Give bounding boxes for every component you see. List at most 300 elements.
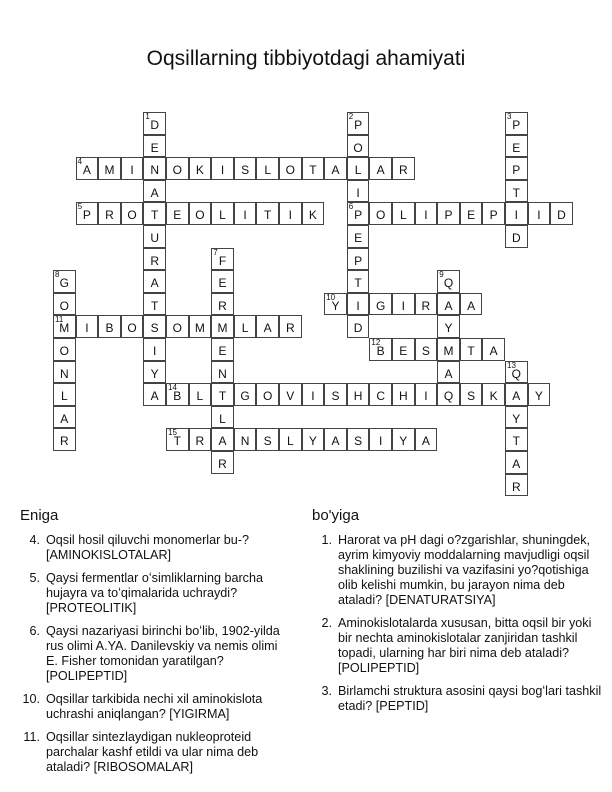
grid-cell[interactable] (143, 361, 166, 384)
cell-letter: O (172, 321, 182, 336)
cell-letter: O (353, 140, 363, 155)
cell-letter: A (512, 389, 521, 404)
grid-cell[interactable] (98, 315, 121, 338)
grid-cell[interactable] (189, 202, 212, 225)
cell-letter: O (127, 208, 137, 223)
cell-letter: I (537, 208, 541, 223)
grid-cell[interactable] (279, 157, 302, 180)
grid-cell[interactable] (98, 202, 121, 225)
clue-item (312, 533, 602, 608)
grid-cell[interactable] (256, 315, 279, 338)
cell-letter: O (285, 163, 295, 178)
grid-cell[interactable] (505, 474, 528, 497)
cell-letter: L (286, 434, 294, 449)
grid-cell[interactable] (392, 383, 415, 406)
grid-cell[interactable] (347, 157, 370, 180)
grid-cell[interactable] (53, 383, 76, 406)
cell-number: 1 (145, 112, 150, 121)
cell-letter: R (421, 298, 431, 313)
grid-cell[interactable] (143, 383, 166, 406)
grid-cell[interactable] (143, 135, 166, 158)
cell-letter: T (264, 208, 272, 223)
cell-letter: O (172, 163, 182, 178)
cell-letter: I (243, 208, 247, 223)
clue-text: Qaysi fermentlar oʻsimliklarning barcha hujayra va toʻqimalarida uchraydi? [PROTEOLITIK] (46, 571, 263, 615)
grid-cell[interactable] (279, 428, 302, 451)
grid-cell[interactable] (234, 157, 257, 180)
clue-item (20, 533, 290, 563)
grid-cell[interactable] (143, 315, 166, 338)
grid-cell[interactable] (369, 338, 392, 361)
grid-cell[interactable] (369, 202, 392, 225)
grid-cell[interactable] (482, 338, 505, 361)
cell-letter: L (219, 411, 226, 426)
cell-letter: Q (443, 276, 454, 291)
cell-letter: A (421, 434, 430, 449)
grid-cell[interactable] (53, 406, 76, 429)
cell-letter: E (218, 276, 227, 291)
grid-cell[interactable] (505, 157, 528, 180)
grid-cell[interactable] (392, 428, 415, 451)
grid-cell[interactable] (166, 383, 189, 406)
cell-letter: Y (331, 298, 340, 313)
cell-letter: O (59, 298, 69, 313)
grid-cell[interactable] (211, 451, 234, 474)
cell-letter: I (311, 389, 315, 404)
cell-letter: C (376, 389, 386, 404)
grid-cell[interactable] (505, 112, 528, 135)
grid-cell[interactable] (76, 157, 99, 180)
grid-cell[interactable] (528, 383, 551, 406)
grid-cell[interactable] (121, 315, 144, 338)
grid-cell[interactable] (211, 157, 234, 180)
cell-letter: P (512, 118, 521, 132)
grid-cell[interactable] (505, 202, 528, 225)
cell-letter: L (196, 389, 204, 404)
grid-cell[interactable] (211, 361, 234, 384)
cell-letter: A (444, 366, 453, 381)
cell-letter: P (512, 163, 521, 178)
grid-cell[interactable] (166, 315, 189, 338)
cell-letter: B (376, 344, 385, 358)
clue-item (20, 624, 290, 684)
cell-number: 10 (326, 292, 336, 302)
cell-letter: N (218, 366, 227, 381)
grid-cell[interactable] (392, 157, 415, 180)
down-clue-list (312, 533, 602, 714)
grid-cell[interactable] (505, 225, 528, 248)
grid-cell[interactable] (347, 248, 370, 271)
grid-cell[interactable] (76, 315, 99, 338)
grid-cell[interactable] (505, 428, 528, 451)
grid-cell[interactable] (211, 383, 234, 406)
cell-letter: E (399, 344, 408, 358)
grid-cell[interactable] (369, 157, 392, 180)
cell-number: 4 (77, 157, 83, 167)
cell-number: 13 (507, 360, 516, 370)
grid-cell[interactable] (211, 270, 234, 293)
grid-cell[interactable] (528, 202, 551, 225)
grid-cell[interactable] (143, 180, 166, 203)
grid-cell[interactable] (143, 157, 166, 180)
grid-cell[interactable] (369, 293, 392, 316)
grid-cell[interactable] (437, 202, 460, 225)
cell-letter: S (421, 344, 430, 358)
cell-letter: M (59, 321, 70, 336)
cell-letter: A (82, 163, 91, 178)
grid-cell[interactable] (324, 293, 347, 316)
cell-letter: S (331, 389, 340, 404)
cell-letter: M (443, 344, 454, 358)
grid-cell[interactable] (437, 315, 460, 338)
cell-letter: L (399, 208, 407, 223)
cell-letter: O (127, 321, 137, 336)
grid-cell[interactable] (437, 270, 460, 293)
grid-cell[interactable] (415, 293, 438, 316)
grid-cell[interactable] (437, 383, 460, 406)
grid-cell[interactable] (53, 428, 76, 451)
grid-cell[interactable] (369, 428, 392, 451)
grid-cell[interactable] (53, 338, 76, 361)
cell-letter: T (467, 344, 475, 358)
cell-letter: B (173, 389, 182, 404)
cell-letter: V (286, 389, 295, 404)
cell-letter: G (59, 276, 69, 291)
grid-cell[interactable] (505, 361, 528, 384)
clue-text: Harorat va pH dagi o?zgarishlar, shuningdek, ayrim kimyoviy moddalarning mavjudligi oqsil shaklining buzilishi va vazifasini yo?qotishiga olib kelishi mumkin, bu jarayon nima deb ataladi? [DENATURATSIYA] (338, 533, 591, 607)
grid-cell[interactable] (234, 202, 257, 225)
cell-letter: M (104, 163, 115, 178)
grid-cell[interactable] (482, 202, 505, 225)
grid-cell[interactable] (505, 406, 528, 429)
cell-letter: Y (534, 389, 543, 404)
clue-number: 11. (23, 730, 40, 744)
cell-letter: S (150, 321, 159, 336)
cell-letter: O (59, 344, 69, 358)
cell-letter: D (557, 208, 566, 223)
cell-letter: E (512, 140, 521, 155)
clue-item (312, 616, 602, 676)
across-clues (20, 508, 290, 783)
grid-cell[interactable] (347, 315, 370, 338)
cell-letter: P (354, 208, 363, 223)
grid-cell[interactable] (166, 202, 189, 225)
grid-cell[interactable] (211, 248, 234, 271)
cell-letter: P (489, 208, 498, 223)
grid-cell[interactable] (505, 383, 528, 406)
across-clue-list (20, 533, 290, 775)
page-title: Oqsillarning tibbiyotdagi ahamiyati (146, 47, 466, 70)
grid-cell[interactable] (143, 248, 166, 271)
down-heading: bo'yiga (312, 507, 360, 524)
grid-cell[interactable] (437, 338, 460, 361)
cell-letter: I (356, 298, 360, 313)
cell-letter: L (219, 208, 226, 223)
cell-letter: A (150, 185, 159, 200)
grid-cell[interactable] (256, 428, 279, 451)
cell-number: 6 (348, 202, 354, 212)
grid-cell[interactable] (143, 270, 166, 293)
cell-letter: E (173, 208, 182, 223)
cell-letter: T (151, 208, 159, 223)
grid-cell[interactable] (437, 361, 460, 384)
clue-number: 2. (321, 616, 332, 630)
clue-text: Oqsillar sintezlaydigan nukleoproteid parchalar kashf etildi va ular nima deb ataladi? [RIBOSOMALAR] (46, 730, 259, 774)
cell-letter: S (241, 163, 250, 178)
cell-letter: Q (443, 389, 454, 404)
cell-letter: P (354, 118, 363, 132)
clue-text: Qaysi nazariyasi birinchi boʻlib, 1902-yilda rus olimi A.YA. Danilevskiy va nemis olimi E. Fisher tomonidan yaratilgan? [POLIPEPTID] (46, 624, 280, 683)
across-heading: Eniga (20, 507, 59, 524)
cell-number: 15 (168, 428, 177, 438)
clue-item (20, 730, 290, 775)
grid-cell[interactable] (211, 406, 234, 429)
cell-number: 7 (213, 247, 218, 257)
cell-letter: D (150, 118, 160, 132)
cell-number: 11 (55, 315, 64, 325)
grid-cell[interactable] (347, 270, 370, 293)
grid-cell[interactable] (211, 428, 234, 451)
cell-letter: M (217, 321, 228, 336)
grid-cell[interactable] (392, 202, 415, 225)
grid-cell[interactable] (189, 428, 212, 451)
cell-letter: O (263, 389, 273, 404)
grid-cell[interactable] (211, 338, 234, 361)
grid-cell[interactable] (302, 157, 325, 180)
cell-number: 9 (439, 270, 444, 280)
cell-letter: R (195, 434, 205, 449)
clue-item (20, 571, 290, 616)
grid-cell[interactable] (279, 315, 302, 338)
grid-cell[interactable] (347, 180, 370, 203)
cell-number: 14 (168, 383, 177, 393)
grid-cell[interactable] (189, 157, 212, 180)
cell-letter: A (444, 298, 453, 313)
grid-cell[interactable] (324, 428, 347, 451)
grid-cell[interactable] (347, 293, 370, 316)
cell-letter: T (512, 434, 520, 449)
cell-letter: D (511, 231, 521, 245)
cell-letter: E (467, 208, 476, 223)
cell-letter: R (285, 321, 295, 336)
grid-cell[interactable] (256, 157, 279, 180)
grid-cell[interactable] (482, 383, 505, 406)
clue-item (20, 692, 290, 722)
cell-letter: P (444, 208, 453, 223)
grid-cell[interactable] (53, 293, 76, 316)
grid-cell[interactable] (550, 202, 573, 225)
clue-text: Birlamchi struktura asosini qaysi bogʻlari tashkil etadi? [PEPTID] (338, 684, 602, 713)
grid-cell[interactable] (143, 202, 166, 225)
grid-cell[interactable] (460, 293, 483, 316)
cell-letter: H (353, 389, 363, 404)
grid-cell[interactable] (211, 315, 234, 338)
clue-number: 1. (321, 533, 332, 547)
cell-letter: T (151, 298, 159, 313)
grid-cell[interactable] (347, 225, 370, 248)
grid-cell[interactable] (415, 428, 438, 451)
clue-number: 5. (29, 571, 40, 585)
cell-letter: P (82, 208, 91, 223)
cell-letter: K (308, 208, 317, 223)
grid-cell[interactable] (347, 202, 370, 225)
cell-number: 5 (77, 202, 83, 212)
cell-letter: T (512, 185, 520, 200)
grid-cell[interactable] (189, 315, 212, 338)
cell-letter: I (401, 298, 405, 313)
grid-cell[interactable] (234, 315, 257, 338)
cell-letter: I (220, 163, 225, 178)
clue-text: Aminokislotalarda xususan, bitta oqsil bir yoki bir nechta aminokislotalar zanjiridan tashkil topadi, ularning har biri nima deb ataladi? [POLIPEPTID] (338, 616, 592, 675)
grid-cell[interactable] (98, 157, 121, 180)
grid-cell[interactable] (143, 112, 166, 135)
cell-letter: I (379, 434, 383, 449)
grid-cell[interactable] (53, 361, 76, 384)
grid-cell[interactable] (211, 202, 234, 225)
clue-item (312, 684, 602, 714)
grid-cell[interactable] (460, 202, 483, 225)
grid-cell[interactable] (460, 338, 483, 361)
cell-letter: A (489, 344, 498, 358)
grid-cell[interactable] (415, 383, 438, 406)
down-clues (312, 508, 602, 722)
grid-cell[interactable] (505, 135, 528, 158)
grid-cell[interactable] (347, 135, 370, 158)
cell-letter: R (150, 253, 160, 268)
cell-letter: H (398, 389, 408, 404)
cell-letter: E (354, 231, 363, 245)
cell-letter: N (150, 163, 160, 178)
cell-letter: I (424, 208, 428, 223)
grid-cell[interactable] (415, 338, 438, 361)
cell-letter: A (512, 457, 521, 471)
grid-cell[interactable] (347, 428, 370, 451)
cell-letter: O (376, 208, 386, 223)
grid-cell[interactable] (189, 383, 212, 406)
cell-letter: R (218, 298, 227, 313)
cell-letter: S (467, 389, 476, 404)
cell-letter: A (60, 411, 69, 426)
cell-letter: I (356, 185, 360, 200)
clue-number: 3. (321, 684, 332, 698)
grid-cell[interactable] (415, 202, 438, 225)
grid-cell[interactable] (505, 180, 528, 203)
grid-cell[interactable] (256, 202, 279, 225)
cell-letter: R (59, 434, 69, 449)
cell-letter: A (467, 298, 476, 313)
grid-cell[interactable] (369, 383, 392, 406)
grid-cell[interactable] (302, 383, 325, 406)
cell-letter: A (218, 434, 227, 449)
cell-letter: I (153, 344, 157, 358)
cell-letter: P (354, 253, 363, 268)
cell-number: 12 (371, 338, 381, 347)
clue-number: 6. (29, 624, 40, 638)
cell-letter: N (59, 366, 69, 381)
grid-cell[interactable] (392, 293, 415, 316)
cell-letter: L (264, 163, 272, 178)
cell-letter: E (150, 140, 159, 155)
grid-cell[interactable] (324, 383, 347, 406)
cell-number: 2 (348, 112, 354, 121)
cell-letter: G (240, 389, 250, 404)
grid-cell[interactable] (121, 202, 144, 225)
grid-cell[interactable] (143, 225, 166, 248)
grid-cell[interactable] (121, 157, 144, 180)
cell-letter: A (376, 163, 385, 178)
cell-letter: A (331, 434, 340, 449)
grid-cell[interactable] (166, 428, 189, 451)
grid-cell[interactable] (256, 383, 279, 406)
cell-letter: S (263, 434, 272, 449)
clue-number: 10. (22, 692, 40, 706)
cell-letter: I (130, 163, 134, 178)
cell-letter: I (85, 321, 89, 336)
cell-number: 8 (55, 270, 60, 280)
cell-letter: B (105, 321, 114, 336)
cell-letter: L (241, 321, 249, 336)
cell-letter: K (195, 163, 204, 178)
grid-cell[interactable] (143, 338, 166, 361)
cell-letter: Y (399, 434, 408, 449)
cell-letter: T (218, 389, 227, 404)
grid-cell[interactable] (234, 428, 257, 451)
grid-cell[interactable] (53, 315, 76, 338)
cell-letter: T (173, 434, 181, 449)
cell-letter: A (150, 276, 159, 291)
grid-cell[interactable] (302, 428, 325, 451)
cell-letter: T (309, 163, 317, 178)
grid-cell[interactable] (302, 202, 325, 225)
cell-letter: R (398, 163, 408, 178)
grid-cell[interactable] (211, 293, 234, 316)
grid-cell[interactable] (324, 157, 347, 180)
grid-cell[interactable] (143, 293, 166, 316)
cell-letter: R (105, 208, 114, 223)
grid-cell[interactable] (347, 112, 370, 135)
grid-cell[interactable] (234, 383, 257, 406)
cell-letter: Q (511, 366, 521, 381)
grid-cell[interactable] (505, 451, 528, 474)
cell-letter: F (218, 253, 227, 268)
grid-cell[interactable] (53, 270, 76, 293)
grid-cell[interactable] (279, 383, 302, 406)
clue-text: Oqsil hosil qiluvchi monomerlar bu-? [AMINOKISLOTALAR] (46, 533, 249, 562)
cell-letter: A (263, 321, 272, 336)
cell-letter: R (511, 479, 521, 494)
cell-letter: A (331, 163, 340, 178)
cell-letter: Y (512, 411, 521, 426)
cell-letter: M (194, 321, 205, 336)
grid-cell[interactable] (392, 338, 415, 361)
cell-letter: I (288, 208, 292, 223)
grid-cell[interactable] (279, 202, 302, 225)
cell-number: 3 (507, 112, 512, 121)
cell-letter: L (60, 389, 68, 404)
clue-number: 4. (29, 533, 40, 547)
grid-cell[interactable] (76, 202, 99, 225)
cell-letter: R (218, 457, 227, 471)
cell-letter: Y (308, 434, 317, 449)
cell-letter: Y (444, 321, 453, 336)
cell-letter: L (354, 163, 362, 178)
grid-cell[interactable] (347, 383, 370, 406)
grid-cell[interactable] (460, 383, 483, 406)
grid-cell[interactable] (437, 293, 460, 316)
grid-cell[interactable] (166, 157, 189, 180)
cell-letter: Y (150, 366, 159, 381)
cell-letter: I (514, 208, 518, 223)
